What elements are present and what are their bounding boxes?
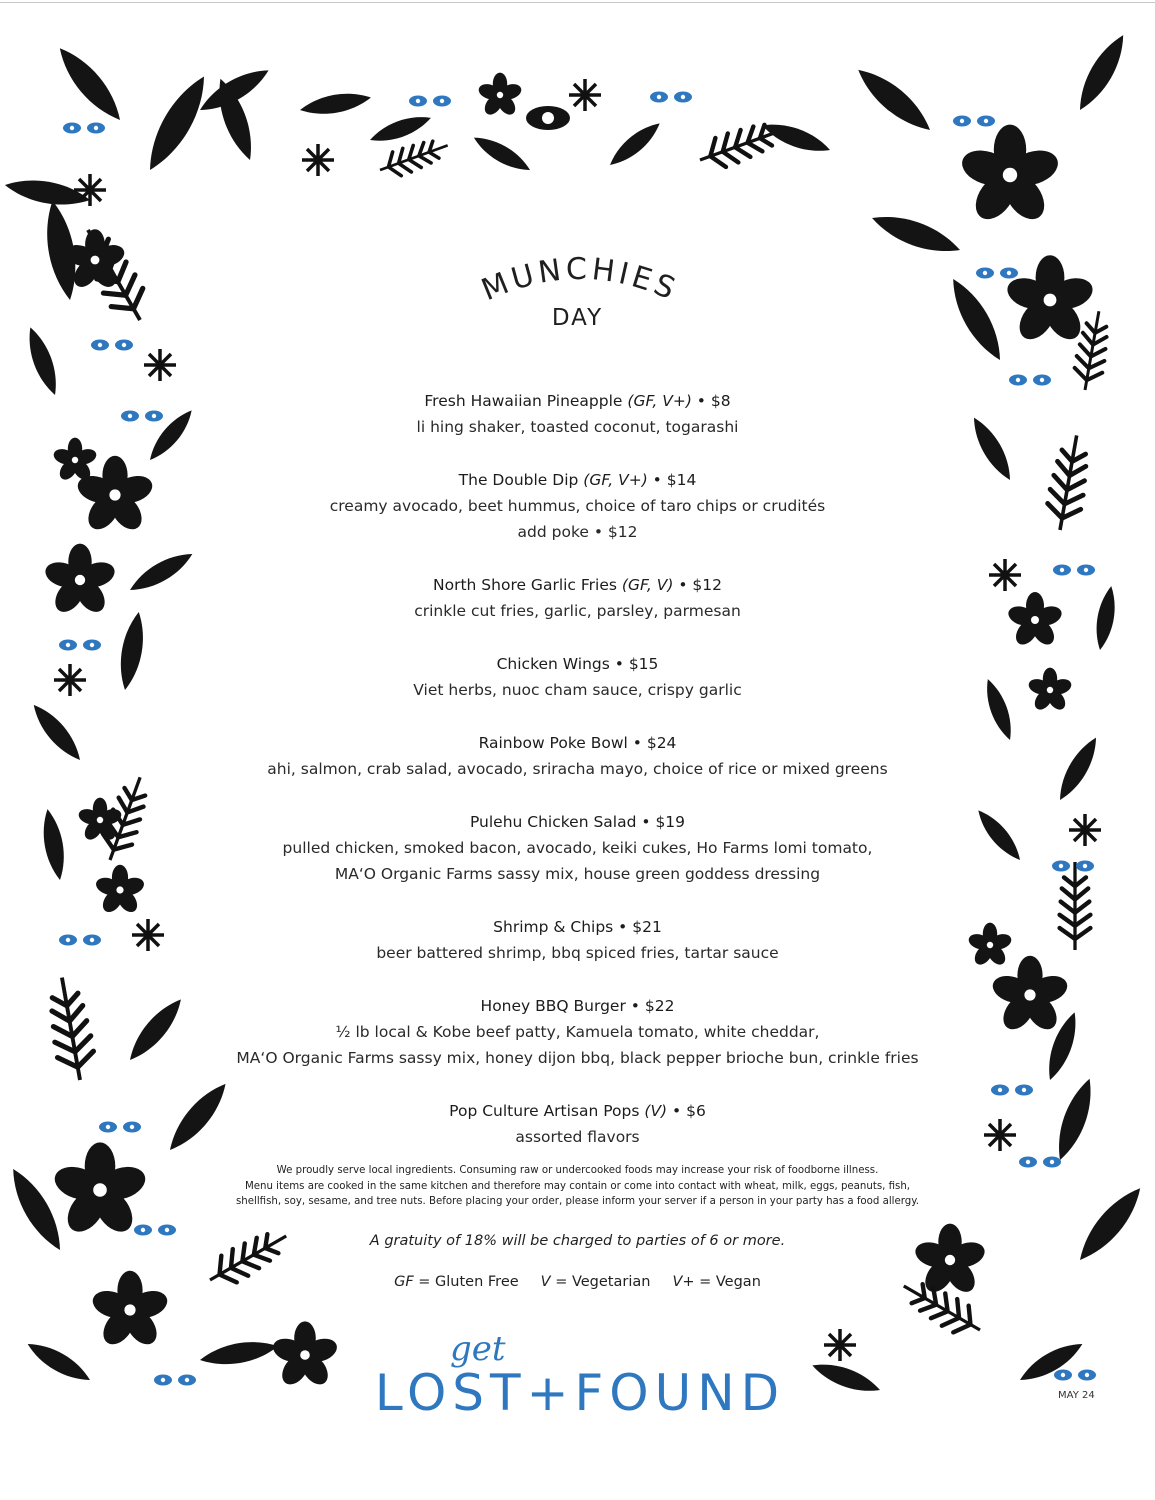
menu-item-heading (200, 993, 955, 1019)
disclaimer-line: We proudly serve local ingredients. Consuming raw or undercooked foods may increase your risk of foodborne illness. (276, 1165, 879, 1176)
menu-item-name: Shrimp & Chips (493, 918, 614, 936)
menu-item-description: MA‘O Organic Farms sassy mix, house green goddess dressing (334, 865, 821, 883)
menu-item-heading (200, 572, 955, 598)
menu-list (200, 388, 955, 1177)
menu-item-price: $15 (628, 655, 659, 673)
menu-item-price: $19 (655, 813, 686, 831)
legend-meaning: = Vegetarian (555, 1274, 651, 1290)
menu-item-description: assorted flavors (515, 1128, 640, 1146)
menu-item-name: Honey BBQ Burger (480, 997, 626, 1015)
menu-item (200, 651, 955, 703)
price-separator: • (667, 1102, 687, 1120)
menu-item (200, 993, 955, 1071)
price-separator: • (625, 997, 645, 1015)
disclaimer-line: Menu items are cooked in the same kitchen and therefore may contain or come into contact with wheat, milk, eggs, peanuts, fish, (244, 1180, 911, 1192)
menu-item-heading (200, 730, 955, 756)
price-separator: • (636, 813, 656, 831)
svg-text:MUNCHIES: MUNCHIES (476, 251, 684, 309)
menu-item-name: The Double Dip (458, 471, 579, 489)
menu-item-name: Pop Culture Artisan Pops (449, 1102, 640, 1120)
menu-item-name: North Shore Garlic Fries (433, 576, 617, 594)
menu-item-description: MA‘O Organic Farms sassy mix, honey dijon bbq, black pepper brioche bun, crinkle fries (236, 1049, 919, 1067)
menu-item-description: add poke • $12 (517, 523, 638, 541)
menu-item-heading (200, 651, 955, 677)
menu-item-name: Rainbow Poke Bowl (478, 734, 628, 752)
gratuity-note: A gratuity of 18% will be charged to parties of 6 or more. (369, 1233, 786, 1249)
price-separator: • (647, 471, 667, 489)
price-separator: • (613, 918, 633, 936)
menu-item-price: $21 (632, 918, 662, 936)
legend-abbr: V+ (672, 1274, 695, 1290)
menu-item-heading (200, 914, 955, 940)
price-separator: • (673, 576, 693, 594)
price-separator: • (609, 655, 629, 673)
svg-text:LOST+FOUND: LOST+FOUND (374, 1364, 786, 1418)
legend-abbr: GF (394, 1274, 414, 1290)
menu-item-heading (200, 388, 955, 414)
price-separator: • (691, 392, 711, 410)
legend-entry (541, 1274, 651, 1290)
menu-item-description: beer battered shrimp, bbq spiced fries, tartar sauce (376, 944, 779, 962)
menu-item-description: Viet herbs, nuoc cham sauce, crispy garlic (413, 681, 742, 699)
menu-item-diet: (GF, V) (621, 576, 674, 594)
legend-meaning: = Gluten Free (418, 1274, 519, 1290)
menu-item-price: $14 (666, 471, 697, 489)
allergen-disclaimer (220, 1163, 935, 1210)
menu-item-description: crinkle cut fries, garlic, parsley, parmesan (414, 602, 741, 620)
legend-abbr: V (540, 1274, 551, 1290)
menu-item (200, 1098, 955, 1150)
menu-item-description: li hing shaker, toasted coconut, togarashi (416, 418, 739, 436)
menu-item-description: ½ lb local & Kobe beef patty, Kamuela tomato, white cheddar, (335, 1023, 820, 1041)
menu-item-description: ahi, salmon, crab salad, avocado, sriracha mayo, choice of rice or mixed greens (267, 760, 888, 778)
price-separator: • (627, 734, 647, 752)
legend-meaning: = Vegan (699, 1274, 761, 1290)
menu-item-heading (200, 467, 955, 493)
legend-entry (672, 1274, 760, 1290)
disclaimer-line: shellfish, soy, sesame, and tree nuts. Before placing your order, please inform your server if a person in your party has a food allergy. (235, 1196, 920, 1207)
menu-item (200, 467, 955, 545)
menu-item-heading (200, 809, 955, 835)
menu-item-price: $12 (692, 576, 722, 594)
menu-item (200, 914, 955, 966)
menu-item-name: Fresh Hawaiian Pineapple (424, 392, 623, 410)
menu-item-description: creamy avocado, beet hummus, choice of taro chips or crudités (329, 497, 826, 515)
menu-subtitle: DAY (551, 305, 604, 331)
menu-item-name: Pulehu Chicken Salad (469, 813, 637, 831)
menu-item (200, 809, 955, 887)
menu-item-name: Chicken Wings (496, 655, 610, 673)
menu-item (200, 572, 955, 624)
menu-item-diet: (GF, V+) (583, 471, 648, 489)
menu-item-diet: (GF, V+) (627, 392, 692, 410)
menu-item-price: $8 (710, 392, 731, 410)
menu-item-diet: (V) (644, 1102, 668, 1120)
menu-item-heading (200, 1098, 955, 1124)
menu-date: MAY 24 (1058, 1390, 1095, 1401)
menu-item (200, 730, 955, 782)
diet-legend (0, 1274, 1155, 1290)
menu-item-price: $24 (646, 734, 677, 752)
lost-found-logo (355, 1328, 805, 1418)
menu-item-description: pulled chicken, smoked bacon, avocado, keiki cukes, Ho Farms lomi tomato, (282, 839, 873, 857)
svg-text:get: get (450, 1329, 506, 1369)
menu-item-price: $22 (644, 997, 675, 1015)
legend-entry (394, 1274, 519, 1290)
menu-item-price: $6 (686, 1102, 706, 1120)
menu-item (200, 388, 955, 440)
